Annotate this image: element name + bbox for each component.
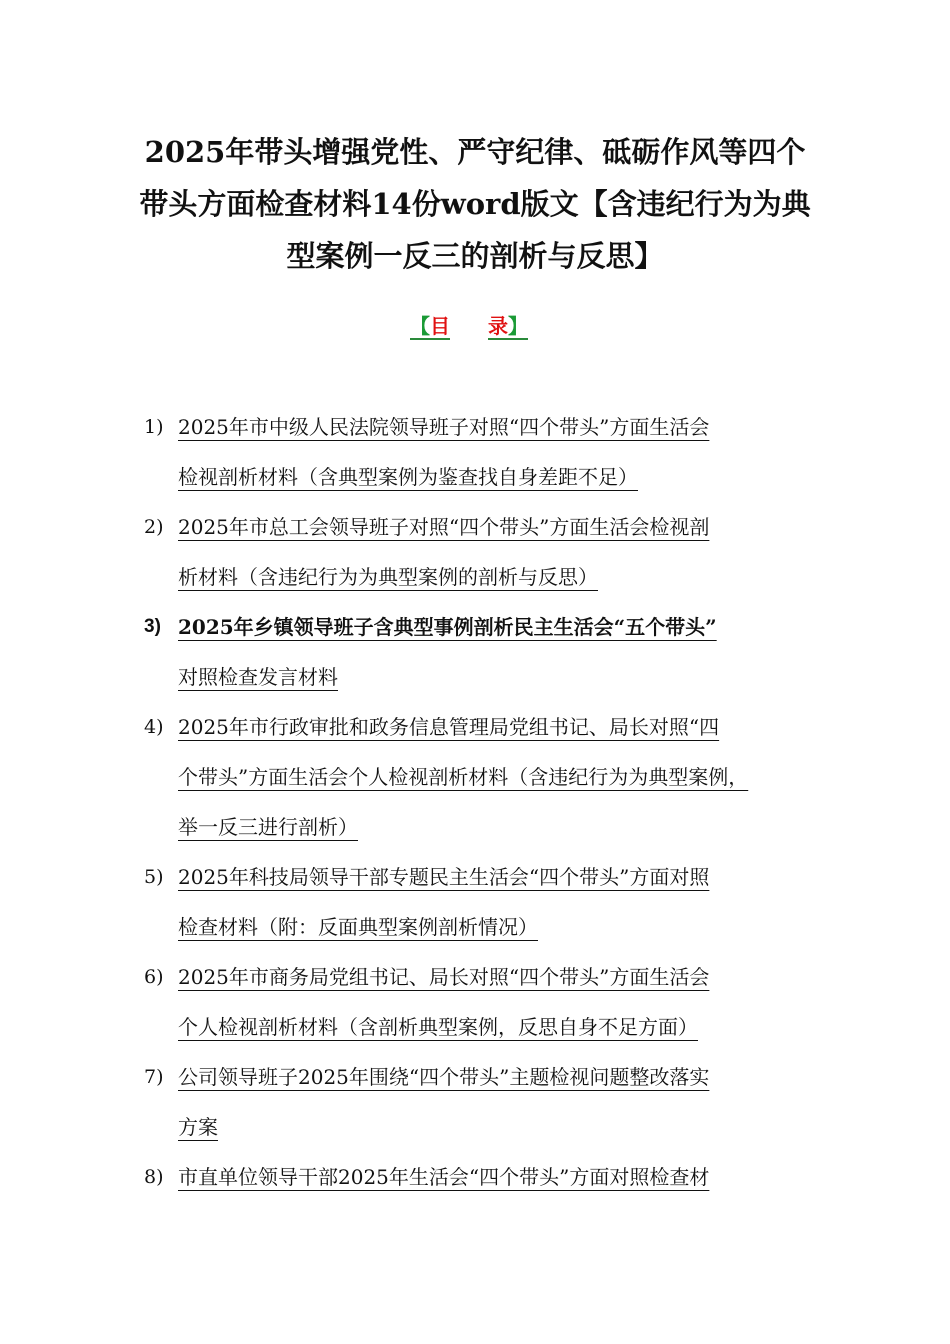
toc-item-link-line[interactable]: 2025年乡镇领导班子含典型事例剖析民主生活会“五个带头” [178, 615, 717, 639]
toc-list [0, 402, 950, 1202]
toc-item-number: 6) [144, 966, 164, 988]
toc-item-link-line[interactable]: 个带头”方面生活会个人检视剖析材料（含违纪行为为典型案例， [178, 765, 749, 789]
toc-item-link-line[interactable]: 2025年市中级人民法院领导班子对照“四个带头”方面生活会 [178, 415, 710, 439]
toc-item-link-line[interactable]: 公司领导班子2025年围绕“四个带头”主题检视问题整改落实 [178, 1065, 710, 1089]
toc-item-link-line[interactable]: 2025年市总工会领导班子对照“四个带头”方面生活会检视剖 [178, 515, 710, 539]
toc-item-link-line[interactable]: 2025年市商务局党组书记、局长对照“四个带头”方面生活会 [178, 965, 710, 989]
toc-item-8[interactable] [0, 1152, 950, 1202]
toc-item-1[interactable] [0, 402, 950, 502]
toc-item-link-line[interactable]: 个人检视剖析材料（含剖析典型案例，反思自身不足方面） [178, 1015, 698, 1039]
toc-item-link-line[interactable]: 检视剖析材料（含典型案例为鉴查找自身差距不足） [178, 465, 638, 489]
toc-item-2[interactable] [0, 502, 950, 602]
toc-item-4[interactable] [0, 702, 950, 852]
toc-heading [410, 312, 528, 340]
toc-item-number: 1) [144, 416, 164, 438]
toc-heading-char-2: 录 [488, 314, 508, 338]
toc-item-number: 2) [144, 516, 164, 538]
toc-item-7[interactable] [0, 1052, 950, 1152]
toc-heading-open-bracket: 【 [410, 314, 430, 338]
toc-item-number: 8) [144, 1166, 164, 1188]
toc-item-number: 4) [144, 716, 164, 738]
toc-item-3[interactable] [0, 602, 950, 702]
toc-heading-char-1: 目 [430, 314, 450, 338]
title-line-3: 型案例一反三的剖析与反思】 [286, 239, 664, 273]
document-title [0, 126, 950, 282]
toc-item-link-line[interactable]: 检查材料（附：反面典型案例剖析情况） [178, 915, 538, 939]
toc-item-link-line[interactable]: 析材料（含违纪行为为典型案例的剖析与反思） [178, 565, 598, 589]
toc-heading-close-bracket: 】 [508, 314, 528, 338]
toc-item-link-line[interactable]: 2025年科技局领导干部专题民主生活会“四个带头”方面对照 [178, 865, 710, 889]
toc-item-link-line[interactable]: 2025年市行政审批和政务信息管理局党组书记、局长对照“四 [178, 715, 720, 739]
toc-item-number: 5) [144, 866, 164, 888]
toc-item-5[interactable] [0, 852, 950, 952]
toc-item-link-line[interactable]: 市直单位领导干部2025年生活会“四个带头”方面对照检查材 [178, 1165, 710, 1189]
title-line-1: 2025年带头增强党性、严守纪律、砥砺作风等四个 [144, 135, 806, 169]
toc-item-number: 7) [144, 1066, 164, 1088]
toc-item-link-line[interactable]: 对照检查发言材料 [178, 665, 338, 689]
toc-item-link-line[interactable]: 举一反三进行剖析） [178, 815, 358, 839]
toc-item-link-line[interactable]: 方案 [178, 1115, 218, 1139]
title-line-2: 带头方面检查材料14份word版文【含违纪行为为典 [139, 187, 811, 221]
toc-item-number: 3) [144, 616, 161, 637]
toc-item-6[interactable] [0, 952, 950, 1052]
